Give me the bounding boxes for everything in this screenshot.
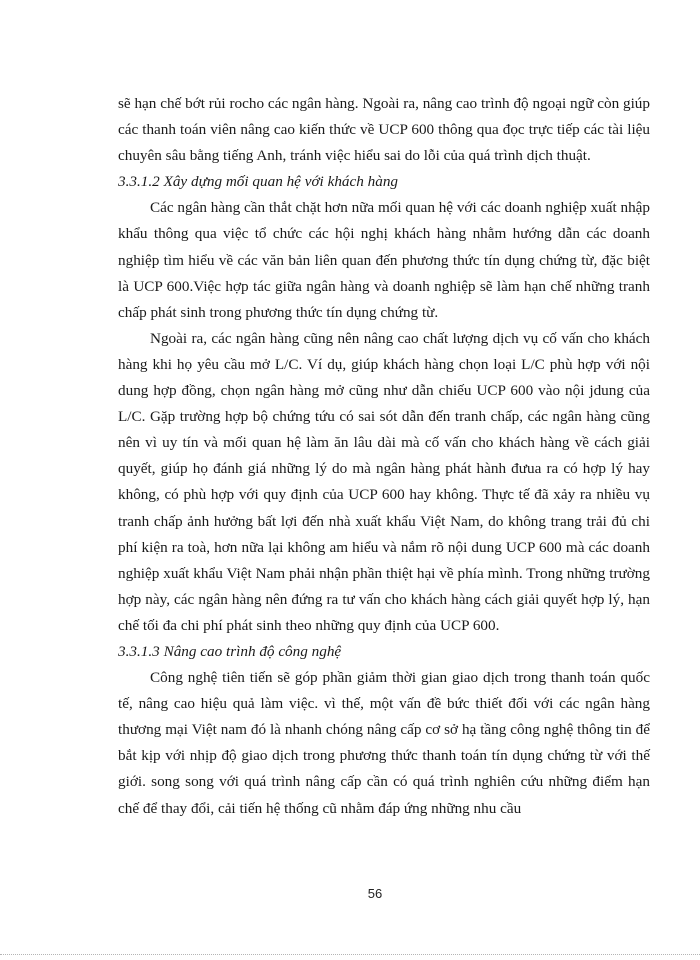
section-heading-3-3-1-2: 3.3.1.2 Xây dựng mối quan hệ với khách hàng <box>118 173 399 191</box>
paragraph-advisory-services: Ngoài ra, các ngân hàng cũng nên nâng cao chất lượng dịch vụ cố vấn cho khách hàng khi họ yêu cầu mở L/C. Ví dụ, giúp khách hàng chọn loại L/C phù hợp với nội dung hợp đồng, chọn ngân hàng mở cũng như dẫn chiếu UCP 600 vào nội jdung của L/C. Gặp trường hợp bộ chứng tứu có sai sót dẫn đến tranh chấp, các ngân hàng cũng nên vì uy tín và mối quan hệ làm ăn lâu dài mà cố vấn cho khách hàng về cách giải quyết, giúp họ đánh giá những lý do mà ngân hàng phát hành đưua ra có hợp lý hay không, có phù hợp với quy định của UCP 600 hay không. Thực tế đã xảy ra nhiều vụ tranh chấp ảnh hưởng bất lợi đến nhà xuất khẩu Việt Nam, do không trang trải đủ chi phí kiện ra toà, hơn nữa lại không am hiểu và nắm rõ nội dung UCP 600 mà các doanh nghiệp xuất khẩu Việt Nam phải nhận phần thiệt hại về phía mình. Trong những trường hợp này, các ngân hàng nên đứng ra tư vấn cho khách hàng cách giải quyết hợp lý, hạn chế tối đa chi phí phát sinh theo những quy định của UCP 600. <box>118 329 650 634</box>
document-body <box>118 91 650 822</box>
paragraph-continuation: sẽ hạn chế bớt rủi rocho các ngân hàng. Ngoài ra, nâng cao trình độ ngoại ngữ còn giúp các thanh toán viên nâng cao kiến thức về UCP 600 thông qua đọc trực tiếp các tài liệu chuyên sâu bằng tiếng Anh, tránh việc hiểu sai do lỗi của quá trình dịch thuật. <box>118 95 650 165</box>
paragraph-technology: Công nghệ tiên tiến sẽ góp phần giảm thời gian giao dịch trong thanh toán quốc tế, nâng cao hiệu quả làm việc. vì thế, một vấn đề bức thiết đối với các ngân hàng thương mại Việt nam đó là nhanh chóng nâng cấp cơ sở hạ tầng công nghệ thông tin để bắt kịp với nhịp độ giao dịch trong phương thức thanh toán tín dụng chứng từ với thế giới. song song với quá trình nâng cấp cần có quá trình nghiên cứu những điểm hạn chế để thay đổi, cải tiến hệ thống cũ nhằm đáp ứng những nhu cầu <box>118 669 650 817</box>
page-bottom-divider <box>0 954 700 955</box>
paragraph-customer-relations: Các ngân hàng cần thắt chặt hơn nữa mối quan hệ với các doanh nghiệp xuất nhập khẩu thông qua việc tổ chức các hội nghị khách hàng nhằm hướng dẫn các doanh nghiệp tìm hiểu về các văn bản liên quan đến phương thức tín dụng chứng từ, đặc biệt là UCP 600.Việc hợp tác giữa ngân hàng và doanh nghiệp sẽ làm hạn chế những tranh chấp phát sinh trong phương thức tín dụng chứng từ. <box>118 199 651 321</box>
page-number: 56 <box>367 886 383 901</box>
section-heading-3-3-1-3: 3.3.1.3 Nâng cao trình độ công nghệ <box>118 642 342 660</box>
